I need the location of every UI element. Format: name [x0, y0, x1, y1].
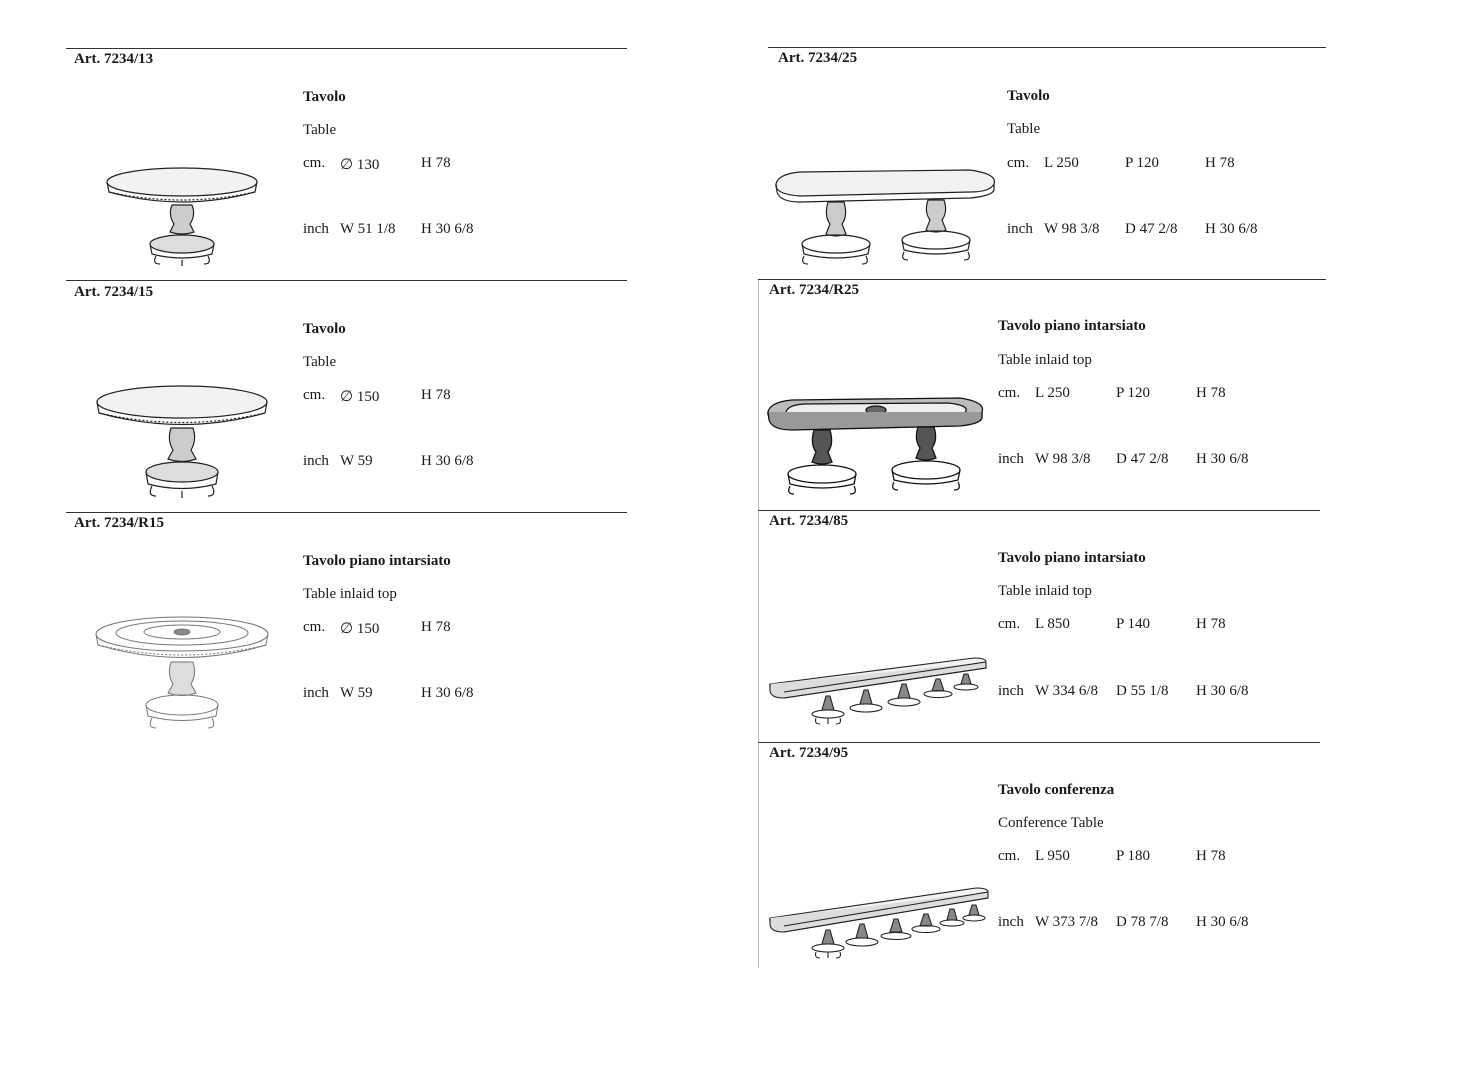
dimension-a: L 950 — [1035, 848, 1070, 864]
dimension-b: D 47 2/8 — [1125, 221, 1178, 237]
unit-label: inch — [998, 914, 1024, 930]
dimension-c: H 78 — [421, 619, 451, 635]
column-edge — [758, 280, 759, 968]
article-number: Art. 7234/95 — [769, 745, 849, 761]
article-number: Art. 7234/R15 — [74, 515, 164, 531]
unit-label: cm. — [998, 616, 1021, 632]
divider — [758, 279, 1326, 280]
product-title: Tavolo — [1007, 88, 1050, 104]
dimension-c: H 30 6/8 — [1196, 683, 1249, 699]
unit-label: cm. — [1007, 155, 1030, 171]
dimension-b: D 55 1/8 — [1116, 683, 1169, 699]
unit-label: inch — [998, 451, 1024, 467]
unit-label: cm. — [998, 385, 1021, 401]
dimension-b: D 78 7/8 — [1116, 914, 1169, 930]
article-number: Art. 7234/R25 — [769, 282, 859, 298]
dimension-a: ∅ 150 — [340, 621, 380, 637]
unit-label: cm. — [303, 619, 326, 635]
divider — [66, 48, 627, 49]
dimension-a: L 250 — [1044, 155, 1079, 171]
divider — [66, 280, 627, 281]
long-table-icon — [764, 652, 990, 730]
article-number: Art. 7234/15 — [74, 284, 154, 300]
product-subtitle: Conference Table — [998, 815, 1104, 831]
dimension-c: H 78 — [1196, 848, 1226, 864]
oval-inlaid-table-icon — [764, 392, 988, 500]
article-number: Art. 7234/25 — [778, 50, 858, 66]
product-subtitle: Table — [303, 122, 337, 138]
unit-label: cm. — [303, 387, 326, 403]
conference-table-icon — [764, 882, 992, 962]
product-title: Tavolo piano intarsiato — [998, 318, 1146, 334]
dimension-b: P 120 — [1125, 155, 1160, 171]
article-number: Art. 7234/13 — [74, 51, 154, 67]
dimension-c: H 78 — [1196, 616, 1226, 632]
dimension-c: H 30 6/8 — [1205, 221, 1258, 237]
dimension-c: H 78 — [1196, 385, 1226, 401]
article-number: Art. 7234/85 — [769, 513, 849, 529]
dimension-c: H 78 — [1205, 155, 1235, 171]
product-title: Tavolo piano intarsiato — [303, 553, 451, 569]
product-subtitle: Table — [303, 354, 337, 370]
unit-label: inch — [303, 221, 329, 237]
unit-label: inch — [303, 453, 329, 469]
dimension-b: P 120 — [1116, 385, 1151, 401]
dimension-b: D 47 2/8 — [1116, 451, 1169, 467]
dimension-a: W 59 — [340, 685, 373, 701]
unit-label: cm. — [998, 848, 1021, 864]
dimension-b: P 140 — [1116, 616, 1151, 632]
unit-label: cm. — [303, 155, 326, 171]
divider — [758, 510, 1320, 511]
dimension-a: W 51 1/8 — [340, 221, 396, 237]
dimension-a: ∅ 130 — [340, 157, 380, 173]
oval-table-two-pedestal-icon — [770, 162, 1002, 272]
dimension-b: P 180 — [1116, 848, 1151, 864]
product-subtitle: Table inlaid top — [998, 583, 1092, 599]
dimension-c: H 30 6/8 — [1196, 451, 1249, 467]
unit-label: inch — [1007, 221, 1033, 237]
divider — [768, 47, 1326, 48]
dimension-a: L 850 — [1035, 616, 1070, 632]
unit-label: inch — [303, 685, 329, 701]
divider — [758, 742, 1320, 743]
dimension-c: H 30 6/8 — [421, 685, 474, 701]
round-inlaid-table-icon — [92, 610, 274, 735]
product-title: Tavolo — [303, 321, 346, 337]
product-subtitle: Table inlaid top — [998, 352, 1092, 368]
dimension-a: W 59 — [340, 453, 373, 469]
dimension-c: H 30 6/8 — [421, 221, 474, 237]
product-title: Tavolo piano intarsiato — [998, 550, 1146, 566]
round-table-pedestal-icon — [92, 378, 274, 503]
divider — [66, 512, 627, 513]
dimension-a: W 373 7/8 — [1035, 914, 1099, 930]
unit-label: inch — [998, 683, 1024, 699]
product-title: Tavolo conferenza — [998, 782, 1115, 798]
dimension-a: L 250 — [1035, 385, 1070, 401]
dimension-a: ∅ 150 — [340, 389, 380, 405]
dimension-a: W 98 3/8 — [1044, 221, 1100, 237]
dimension-a: W 334 6/8 — [1035, 683, 1099, 699]
dimension-c: H 78 — [421, 155, 451, 171]
product-subtitle: Table — [1007, 121, 1041, 137]
dimension-c: H 78 — [421, 387, 451, 403]
dimension-a: W 98 3/8 — [1035, 451, 1091, 467]
product-subtitle: Table inlaid top — [303, 586, 397, 602]
product-title: Tavolo — [303, 89, 346, 105]
dimension-c: H 30 6/8 — [1196, 914, 1249, 930]
dimension-c: H 30 6/8 — [421, 453, 474, 469]
round-table-pedestal-icon — [100, 160, 265, 270]
